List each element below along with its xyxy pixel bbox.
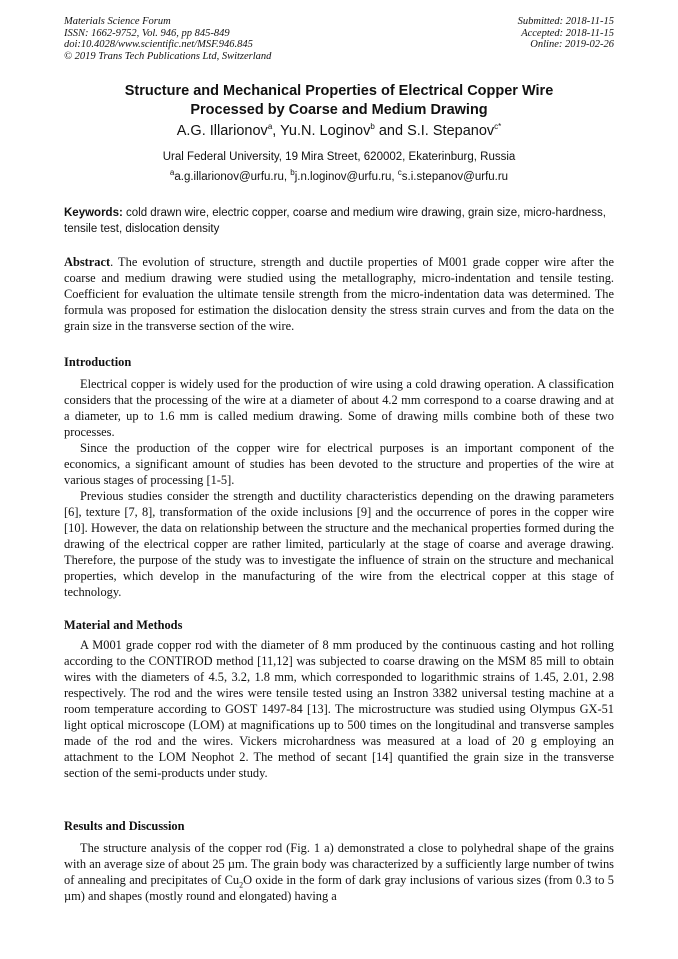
- abstract-label: Abstract: [64, 255, 111, 269]
- author-2-affil: b: [370, 122, 375, 132]
- results-body: [64, 840, 614, 904]
- journal-name: Materials Science Forum: [64, 16, 171, 27]
- journal-header-right: [518, 16, 614, 51]
- journal-header-left: [64, 16, 271, 62]
- author-emails: [64, 170, 614, 184]
- email-3-marker: c: [397, 168, 402, 178]
- subscript: 2: [239, 880, 244, 890]
- keywords-text: cold drawn wire, electric copper, coarse and medium wire drawing, grain size, micro-hardness, tensile test, dislocation density: [64, 207, 607, 235]
- abstract-text: . The evolution of structure, strength and ductile properties of M001 grade copper wire after the coarse and medium drawing were studied using the metallography, micro-indentation and tensile testing. Coefficient for evaluation the ultimate tensile strength from the micro-indentation data was determined. The formula was proposed for estimation the dislocation density the stress strain curves and from the data on the grain size in the transverse section of the wire.: [64, 255, 614, 333]
- email-3[interactable]: s.i.stepanov@urfu.ru: [401, 171, 509, 183]
- title-line-1: Structure and Mechanical Properties of Electrical Copper Wire: [124, 83, 554, 99]
- author-1: A.G. Illarionov: [176, 123, 268, 139]
- submitted-date: Submitted: 2018-11-15: [517, 16, 614, 27]
- email-2-marker: b: [290, 168, 295, 178]
- title-line-2: Processed by Coarse and Medium Drawing: [190, 101, 488, 118]
- author-3: S.I. Stepanov: [407, 123, 495, 139]
- introduction-body: [64, 376, 614, 600]
- online-date: Online: 2019-02-26: [530, 39, 614, 50]
- paragraph: Previous studies consider the strength and ductility characteristics depending on the drawing parameters [6], texture [7, 8], transformation of the oxide inclusions [9] and the occurrence of pores in the copper wire [10]. However, the data on relationship between the structure and the mechanical properties formed during the drawing of the electrical copper are rather limited, particularly at the stage of coarse and average drawing. Therefore, the purpose of the study was to investigate the influence of strain on the structure and mechanical properties, which develop in the manufacturing of the wire from the electrical copper at this stage of technology.: [64, 489, 614, 599]
- section-heading-introduction: Introduction: [64, 355, 132, 369]
- results-text-b: O oxide in the form of dark gray inclusions of various sizes (from 0.3 to 5 µm) and shapes (mostly round and elongated) having a: [64, 873, 614, 903]
- doi-line: doi:10.4028/www.scientific.net/MSF.946.845: [64, 39, 253, 50]
- email-1[interactable]: a.g.illarionov@urfu.ru,: [174, 171, 288, 183]
- abstract: [64, 254, 614, 334]
- results-text-a: The structure analysis of the copper rod (Fig. 1 a) demonstrated a close to polyhedral shape of the grains with an average size of about 25 µm. The grain body was characterized by a sufficiently large number of twins of annealing and precipitates of Cu: [64, 841, 614, 887]
- section-heading-methods: Material and Methods: [64, 618, 183, 632]
- author-3-affil: c*: [494, 122, 502, 132]
- section-heading-results: Results and Discussion: [64, 819, 185, 833]
- paragraph: Since the production of the copper wire for electrical purposes is an important component of the economics, a significant amount of studies has been devoted to the structure and properties of the wire at various stages of processing [1-5].: [64, 441, 614, 487]
- author-and: and: [378, 123, 404, 139]
- paragraph: A M001 grade copper rod with the diameter of 8 mm produced by the continuous casting and hot rolling according to the CONTIROD method [11,12] was subjected to coarse drawing on the MSM 85 mill to obtain wires with the diameters of 4.5, 3.2, 1.8 mm, which corresponded to logarithmic strains of 1.45, 2.01, 2.98 respectively. The rod and the wires were tensile tested using an Instron 3382 universal testing machine at a room temperature according to GOST 1497-84 [13]. The microstructure was studied using Olympus GX-51 light optical microscope (LOM) at magnifications up to 500 times on the longitudinal and transverse samples made of the rod and the wires. Vickers microhardness was measured at a load of 20 g employing an attachment to the LOM Neophot 2. The method of secant [14] quantified the grain size in the transverse section of the semi-products under study.: [64, 638, 614, 780]
- affiliation: Ural Federal University, 19 Mira Street, 620002, Ekaterinburg, Russia: [162, 151, 516, 163]
- author-2: Yu.N. Loginov: [280, 123, 371, 139]
- paragraph: Electrical copper is widely used for the production of wire using a cold drawing operation. A classification considers that the processing of the wire at a diameter of about 4.2 mm correspond to a coarse drawing and at a diameter, up to 1.6 mm is called medium drawing. Some of drawing mills combine both of these two processes.: [64, 377, 614, 439]
- issn-line: ISSN: 1662-9752, Vol. 946, pp 845-849: [64, 27, 230, 39]
- email-2[interactable]: j.n.loginov@urfu.ru,: [294, 171, 395, 183]
- paragraph: [64, 840, 614, 904]
- copyright-line: © 2019 Trans Tech Publications Ltd, Switzerland: [64, 50, 272, 62]
- methods-body: [64, 637, 614, 781]
- keywords: [64, 206, 614, 237]
- author-list: A.G. Illarionov$^a$, Yu.N. Loginov$^b$ and S.I. Stepanov$^{c*}$: [176, 122, 502, 139]
- email-1-marker: a: [169, 168, 175, 178]
- author-1-affil: a: [267, 122, 273, 132]
- paper-title: [64, 82, 614, 119]
- accepted-date: Accepted: 2018-11-15: [521, 27, 614, 39]
- keywords-label: Keywords:: [64, 207, 123, 219]
